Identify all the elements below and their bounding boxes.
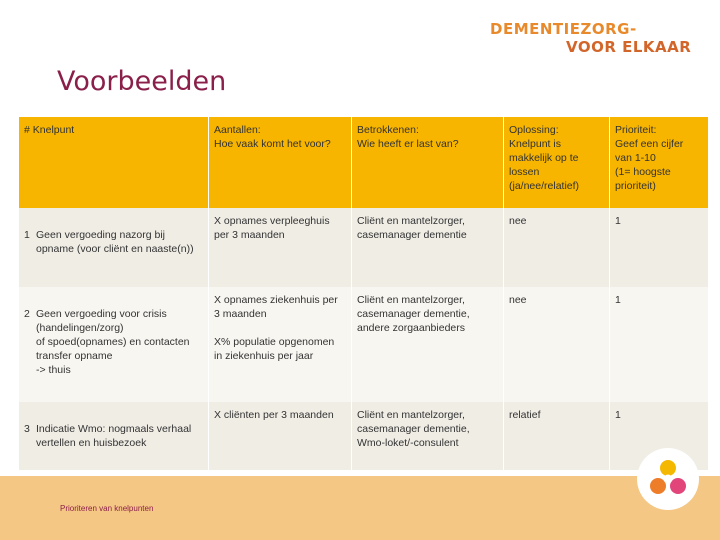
header-betrokkenen: Betrokkenen: Wie heeft er last van? <box>352 117 504 208</box>
prioriteit-cell: 1 <box>610 402 709 470</box>
betrokkenen-cell: Cliënt en mantelzorger, casemanager dementie, andere zorgaanbieders <box>352 287 504 402</box>
logo-line-2: VOOR ELKAAR <box>566 38 692 56</box>
header-oplossing: Oplossing: Knelpunt is makkelijk op te lossen (ja/nee/relatief) <box>504 117 610 208</box>
footer-text: Prioriteren van knelpunten <box>60 504 154 513</box>
knelpunt-text: Geen vergoeding nazorg bij opname (voor cliënt en naaste(n)) <box>36 229 194 255</box>
knelpunt-cell <box>19 208 209 287</box>
table-row <box>19 402 709 470</box>
row-number: 1 <box>24 229 30 241</box>
header-knelpunt: # Knelpunt <box>19 117 209 208</box>
knelpunt-cell <box>19 402 209 470</box>
betrokkenen-cell: Cliënt en mantelzorger, casemanager dementie <box>352 208 504 287</box>
knelpunt-text: Indicatie Wmo: nogmaals verhaal vertellen en huisbezoek <box>36 423 192 449</box>
prioriteit-cell: 1 <box>610 287 709 402</box>
betrokkenen-cell: Cliënt en mantelzorger, casemanager dementie, Wmo-loket/-consulent <box>352 402 504 470</box>
knelpunt-cell <box>19 287 209 402</box>
knelpunten-table <box>18 117 709 470</box>
aantallen-cell: X opnames ziekenhuis per 3 maanden X% populatie opgenomen in ziekenhuis per jaar <box>209 287 352 402</box>
table-row <box>19 287 709 402</box>
oplossing-cell: nee <box>504 287 610 402</box>
table-row <box>19 208 709 287</box>
aantallen-cell: X opnames verpleeghuis per 3 maanden <box>209 208 352 287</box>
aantallen-cell: X cliënten per 3 maanden <box>209 402 352 470</box>
prioriteit-cell: 1 <box>610 208 709 287</box>
logo-line-1: DEMENTIEZORG- <box>490 20 637 38</box>
brand-logo <box>488 18 698 58</box>
three-petal-flower-icon <box>637 448 699 510</box>
header-prioriteit: Prioriteit: Geef een cijfer van 1-10 (1= hoogste prioriteit) <box>610 117 709 208</box>
oplossing-cell: nee <box>504 208 610 287</box>
header-aantallen: Aantallen: Hoe vaak komt het voor? <box>209 117 352 208</box>
row-number: 2 <box>24 308 30 320</box>
oplossing-cell: relatief <box>504 402 610 470</box>
row-number: 3 <box>24 423 30 435</box>
table-header-row <box>19 117 709 208</box>
footer-band <box>0 476 720 540</box>
knelpunt-text: Geen vergoeding voor crisis (handelingen/zorg) of spoed(opnames) en contacten transfer opname -> thuis <box>36 308 190 376</box>
page-title: Voorbeelden <box>57 66 227 97</box>
